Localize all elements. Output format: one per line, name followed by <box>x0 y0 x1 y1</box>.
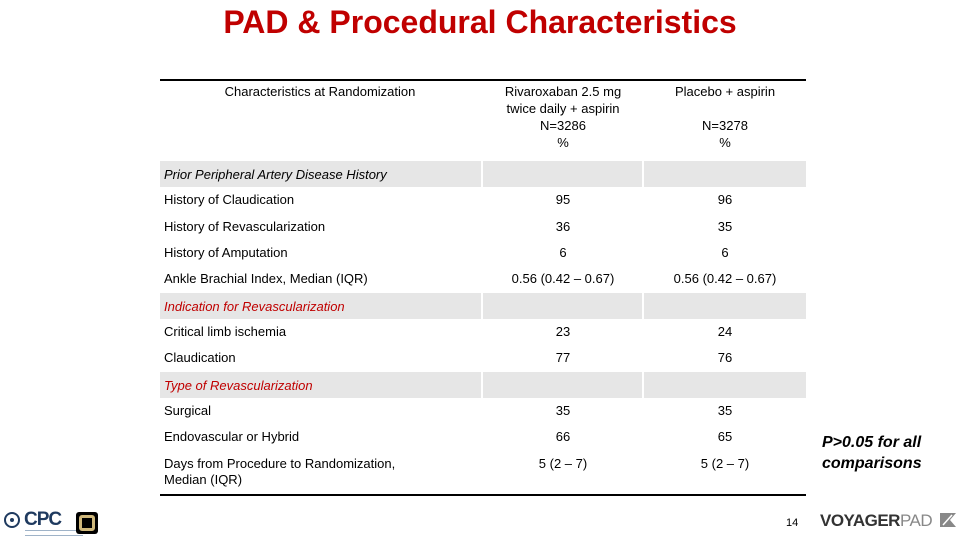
header-rivaroxaban-unit: % <box>557 135 569 150</box>
table-top-rule <box>160 79 806 81</box>
row-label: History of Amputation <box>164 245 288 260</box>
row-placebo-value: 35 <box>717 219 733 234</box>
row-label: Critical limb ischemia <box>164 324 287 339</box>
header-rivaroxaban-line: twice daily + aspirin <box>506 101 620 116</box>
row-rivaroxaban-value: 66 <box>555 429 571 444</box>
header-characteristics: Characteristics at Randomization <box>224 84 416 99</box>
section-label: Type of Revascularization <box>164 378 313 393</box>
voyager-logo-light: PAD <box>899 511 933 530</box>
row-placebo-value: 24 <box>717 324 733 339</box>
row-placebo-value: 5 (2 – 7) <box>700 456 750 471</box>
significance-note-line: P>0.05 for all <box>822 434 922 451</box>
table-bottom-rule <box>160 494 806 496</box>
row-label: History of Claudication <box>164 192 295 207</box>
row-label: Endovascular or Hybrid <box>164 429 300 444</box>
row-rivaroxaban-value: 6 <box>559 245 567 260</box>
voyager-flag-icon <box>940 513 956 527</box>
row-placebo-value: 96 <box>717 192 733 207</box>
section-type-revascularization <box>160 371 806 399</box>
row-label-line: Median (IQR) <box>164 472 243 487</box>
cpc-tagline-mark <box>25 530 83 536</box>
section-indication-revascularization <box>160 292 806 320</box>
section-prior-pad-history <box>160 160 806 188</box>
row-rivaroxaban-value: 35 <box>555 403 571 418</box>
header-placebo-unit: % <box>719 135 731 150</box>
section-label: Prior Peripheral Artery Disease History <box>164 167 387 182</box>
header-rivaroxaban-n: N=3286 <box>540 118 586 133</box>
header-placebo <box>644 83 806 151</box>
row-label: History of Revascularization <box>164 219 326 234</box>
voyager-pad-logo <box>820 511 932 531</box>
page-title: PAD & Procedural Characteristics <box>223 4 737 40</box>
row-rivaroxaban-value: 23 <box>555 324 571 339</box>
header-placebo-line: Placebo + aspirin <box>674 84 776 99</box>
row-placebo-value: 76 <box>717 350 733 365</box>
header-placebo-n: N=3278 <box>702 118 748 133</box>
voyager-logo-bold: VOYAGER <box>820 511 900 530</box>
row-rivaroxaban-value: 36 <box>555 219 571 234</box>
header-rivaroxaban-line: Rivaroxaban 2.5 mg <box>504 84 622 99</box>
row-placebo-value: 6 <box>721 245 729 260</box>
header-rivaroxaban <box>483 83 643 151</box>
significance-note-line: comparisons <box>822 455 922 472</box>
cpc-logo-text: CPC <box>24 509 62 530</box>
row-placebo-value: 65 <box>717 429 733 444</box>
row-rivaroxaban-value: 5 (2 – 7) <box>538 456 588 471</box>
significance-note <box>822 432 922 474</box>
row-rivaroxaban-value: 0.56 (0.42 – 0.67) <box>511 271 615 286</box>
section-label: Indication for Revascularization <box>164 299 345 314</box>
row-label: Ankle Brachial Index, Median (IQR) <box>164 271 368 286</box>
university-shield-icon <box>76 512 98 534</box>
row-placebo-value: 35 <box>717 403 733 418</box>
row-label: Surgical <box>164 403 211 418</box>
row-label: Claudication <box>164 350 236 365</box>
row-placebo-value: 0.56 (0.42 – 0.67) <box>673 271 777 286</box>
row-label-line: Days from Procedure to Randomization, <box>164 456 396 471</box>
page-number: 14 <box>786 517 799 529</box>
cpc-ring-icon <box>4 512 20 528</box>
row-label <box>164 456 482 487</box>
row-rivaroxaban-value: 77 <box>555 350 571 365</box>
row-rivaroxaban-value: 95 <box>555 192 571 207</box>
